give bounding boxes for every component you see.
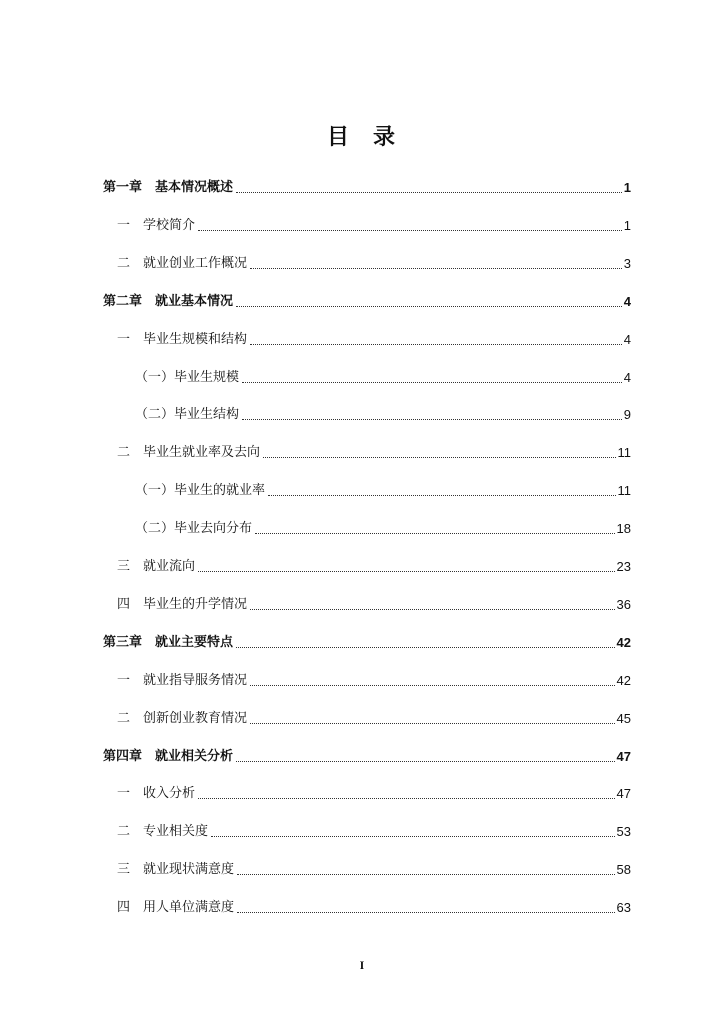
toc-entry-title: 毕业生结构: [174, 407, 240, 422]
toc-entry-page: 11: [617, 445, 631, 460]
toc-entry-label: [117, 860, 234, 880]
toc-entry-page: 42: [616, 673, 631, 688]
toc-entry-label: [117, 784, 195, 804]
toc-entry-label: [117, 443, 260, 463]
toc-entry-title: 就业创业工作概况: [143, 256, 248, 271]
toc-entry-label: [135, 481, 265, 501]
toc-entry[interactable]: [117, 443, 631, 463]
toc-entry-title: 毕业生规模: [174, 370, 240, 385]
toc-entry-label: [117, 254, 247, 274]
toc-entry-title: 基本情况概述: [155, 180, 234, 195]
toc-entry-number: 第三章: [103, 635, 143, 650]
toc-entry-title: 就业流向: [143, 559, 196, 574]
toc-entry-number: （二）: [135, 521, 175, 536]
toc-entry-page: 53: [616, 824, 631, 839]
toc-entry-page: 4: [623, 370, 631, 385]
toc-dot-leader: [250, 609, 615, 610]
toc-entry-label: [117, 898, 234, 918]
toc-entry-title: 毕业生规模和结构: [143, 332, 248, 347]
footer-page-number: I: [359, 958, 365, 972]
toc-entry-page: 4: [623, 294, 631, 309]
toc-dot-leader: [198, 230, 622, 231]
toc-entry-number: 四: [117, 900, 131, 915]
toc-entry-number: 一: [117, 786, 131, 801]
toc-entry[interactable]: [117, 709, 631, 729]
toc-entry-number: （一）: [135, 483, 175, 498]
toc-entry-number: 第一章: [103, 180, 143, 195]
toc-entry[interactable]: [103, 633, 631, 653]
toc-entry-number: 二: [117, 711, 131, 726]
toc-entry-label: [117, 557, 195, 577]
toc-entry-page: 45: [616, 711, 631, 726]
toc-entry-page: 47: [616, 786, 631, 801]
toc-entry-label: [103, 292, 233, 312]
toc-entry-label: [103, 633, 233, 653]
toc-entry-label: [117, 671, 247, 691]
toc-entry[interactable]: [117, 216, 631, 236]
toc-entry[interactable]: [117, 671, 631, 691]
toc-entry-title: 毕业生的升学情况: [143, 597, 248, 612]
toc-entry-title: 就业指导服务情况: [143, 673, 248, 688]
toc-dot-leader: [242, 382, 622, 383]
toc-entry-number: 三: [117, 862, 131, 877]
toc-entry[interactable]: [135, 519, 631, 539]
toc-entry-page: 58: [616, 862, 631, 877]
title-part-1: 目: [326, 124, 351, 150]
toc-entry-page: 3: [623, 256, 631, 271]
toc-entry[interactable]: [135, 368, 631, 388]
toc-entry-title: 用人单位满意度: [143, 900, 235, 915]
toc-entry-page: 47: [616, 749, 631, 764]
toc-entry[interactable]: [117, 784, 631, 804]
toc-entry-number: 第二章: [103, 294, 143, 309]
toc-entry-title: 毕业生的就业率: [174, 483, 266, 498]
toc-entry-page: 9: [623, 407, 631, 422]
toc-entry-title: 就业基本情况: [155, 294, 234, 309]
toc-entry[interactable]: [103, 292, 631, 312]
toc-entry-number: （二）: [135, 407, 175, 422]
toc-entry-number: 三: [117, 559, 131, 574]
toc-entry-page: 36: [616, 597, 631, 612]
toc-entry-title: 创新创业教育情况: [143, 711, 248, 726]
toc-entry-title: 专业相关度: [143, 824, 209, 839]
toc-dot-leader: [255, 533, 615, 534]
toc-dot-leader: [236, 761, 615, 762]
toc-entry-label: [117, 709, 247, 729]
toc-dot-leader: [236, 647, 615, 648]
toc-dot-leader: [242, 419, 622, 420]
toc-entry-label: [117, 216, 195, 236]
toc-dot-leader: [236, 192, 622, 193]
toc-entry[interactable]: [117, 860, 631, 880]
toc-entry-page: 4: [623, 332, 631, 347]
toc-entry-label: [103, 747, 233, 767]
toc-dot-leader: [250, 685, 615, 686]
toc-entry[interactable]: [135, 405, 631, 425]
toc-entry-label: [135, 519, 252, 539]
toc-entry-label: [117, 822, 208, 842]
toc-entry-title: 就业主要特点: [155, 635, 234, 650]
toc-entry[interactable]: [117, 330, 631, 350]
toc-entry[interactable]: [117, 898, 631, 918]
toc-entry-number: 二: [117, 256, 131, 271]
toc-entry[interactable]: [117, 254, 631, 274]
toc-entry-title: 收入分析: [143, 786, 196, 801]
toc-entry-title: 就业现状满意度: [143, 862, 235, 877]
toc-dot-leader: [250, 268, 622, 269]
toc-dot-leader: [236, 306, 622, 307]
toc-entry[interactable]: [117, 557, 631, 577]
toc-entry-title: 就业相关分析: [155, 749, 234, 764]
toc-entry-title: 毕业生就业率及去向: [143, 445, 261, 460]
toc-dot-leader: [250, 723, 615, 724]
toc-entry-number: 二: [117, 824, 131, 839]
toc-entry-number: 一: [117, 332, 131, 347]
toc-entry-label: [135, 405, 239, 425]
title-part-2: 录: [373, 124, 398, 150]
toc-entry-page: 63: [616, 900, 631, 915]
toc-dot-leader: [237, 874, 615, 875]
toc-entry-title: 学校简介: [143, 218, 196, 233]
toc-entry[interactable]: [103, 747, 631, 767]
toc-dot-leader: [198, 798, 615, 799]
toc-dot-leader: [268, 495, 615, 496]
toc-entry-label: [103, 178, 233, 198]
toc-entry[interactable]: [103, 178, 631, 198]
toc-entry-title: 毕业去向分布: [174, 521, 253, 536]
toc-entry-page: 1: [623, 218, 631, 233]
toc-dot-leader: [237, 912, 615, 913]
toc-entry-number: 四: [117, 597, 131, 612]
toc-entry-label: [117, 330, 247, 350]
toc-dot-leader: [198, 571, 615, 572]
toc-entry-page: 11: [617, 483, 631, 498]
toc-dot-leader: [250, 344, 622, 345]
toc-entry-number: 第四章: [103, 749, 143, 764]
toc-entry-number: 一: [117, 673, 131, 688]
toc-entry[interactable]: [117, 595, 631, 615]
toc-entry-page: 23: [616, 559, 631, 574]
toc-dot-leader: [263, 457, 615, 458]
toc-entry[interactable]: [117, 822, 631, 842]
toc-entry[interactable]: [135, 481, 631, 501]
toc-entry-number: 一: [117, 218, 131, 233]
toc-entry-page: 1: [623, 180, 631, 195]
toc-entry-page: 18: [616, 521, 631, 536]
toc-entry-number: 二: [117, 445, 131, 460]
page-title: [0, 120, 724, 151]
toc-dot-leader: [211, 836, 615, 837]
toc-entry-page: 42: [616, 635, 631, 650]
toc-entry-label: [135, 368, 239, 388]
toc-entry-number: （一）: [135, 370, 175, 385]
toc-entry-label: [117, 595, 247, 615]
